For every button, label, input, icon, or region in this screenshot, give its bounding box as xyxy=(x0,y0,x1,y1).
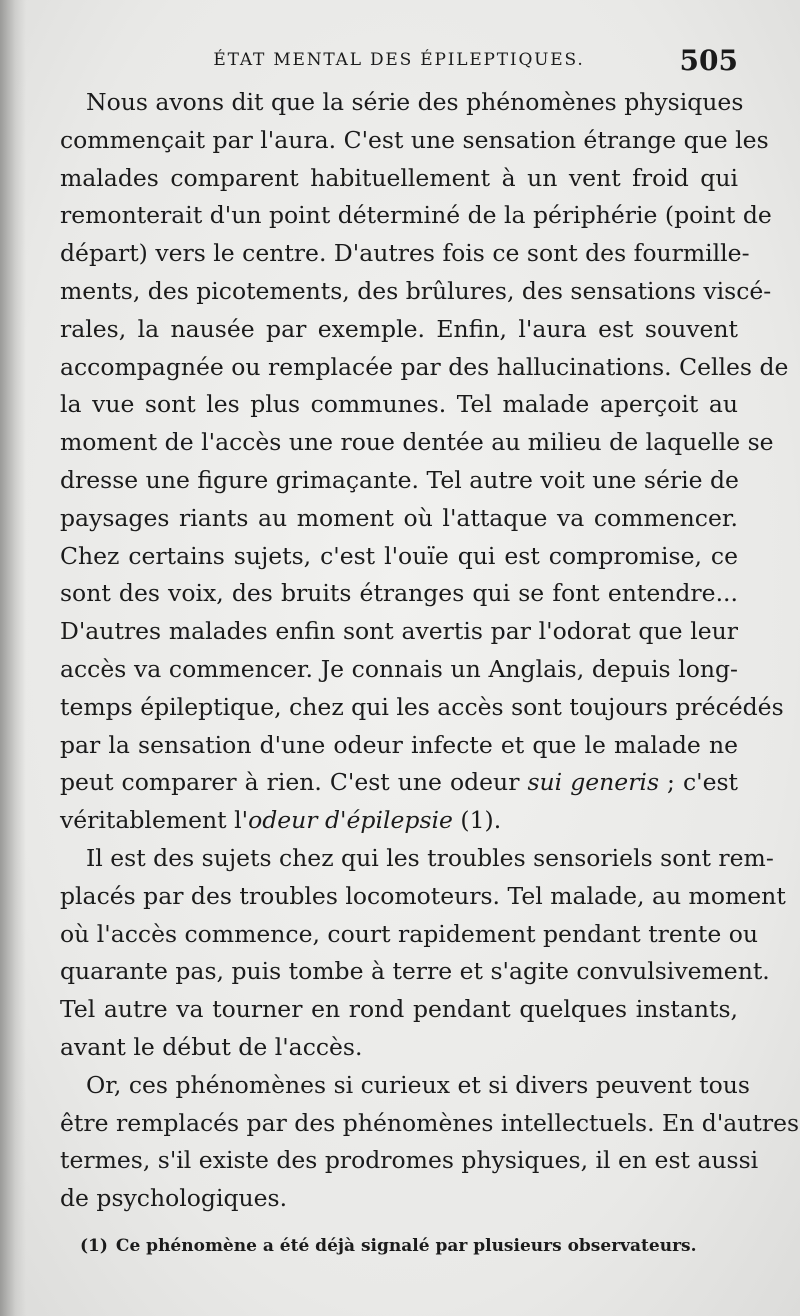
text-line: placés par des troubles locomoteurs. Tel malade, au moment xyxy=(60,881,786,910)
text-line: être remplacés par des phénomènes intellectuels. En d'autres xyxy=(60,1108,800,1137)
text-run: peut comparer à rien. C'est une odeur xyxy=(60,768,520,797)
text-line: de psychologiques. xyxy=(60,1184,288,1213)
footnote xyxy=(80,1236,730,1256)
footnote-mark: (1) xyxy=(80,1236,108,1256)
text-line: départ) vers le centre. D'autres fois ce sont des fourmille- xyxy=(60,239,750,268)
text-line: où l'accès commence, court rapidement pendant trente ou xyxy=(60,919,759,948)
text-line: moment de l'accès une roue dentée au milieu de laquelle se xyxy=(60,428,774,457)
italic-term: odeur d'épilepsie xyxy=(248,806,453,835)
paragraph-1 xyxy=(60,84,789,840)
text-line: Or, ces phénomènes si curieux et si divers peuvent tous xyxy=(86,1070,750,1099)
text-line-mixed xyxy=(60,764,738,802)
paragraph-2 xyxy=(60,840,786,1067)
text-line: accompagnée ou remplacée par des hallucinations. Celles de xyxy=(60,352,789,381)
text-line: Il est des sujets chez qui les troubles sensoriels sont rem- xyxy=(86,843,774,872)
footnote-text: Ce phénomène a été déjà signalé par plusieurs observateurs. xyxy=(115,1236,697,1256)
text-line: sont des voix, des bruits étranges qui se font entendre... xyxy=(60,579,738,608)
page-number: 505 xyxy=(679,44,738,77)
text-line: quarante pas, puis tombe à terre et s'agite convulsivement. xyxy=(60,957,770,986)
text-line: commençait par l'aura. C'est une sensation étrange que les xyxy=(60,125,769,154)
text-line: rales, la nausée par exemple. Enfin, l'aura est souvent xyxy=(60,314,738,343)
running-head: ÉTAT MENTAL DES ÉPILEPTIQUES. xyxy=(213,50,585,70)
text-line: temps épileptique, chez qui les accès sont toujours précédés xyxy=(60,692,784,721)
text-line: accès va commencer. Je connais un Anglais, depuis long- xyxy=(60,654,738,683)
italic-term: sui generis xyxy=(527,768,659,797)
text-line: dresse une figure grimaçante. Tel autre voit une série de xyxy=(60,465,739,494)
text-line: remonterait d'un point déterminé de la périphérie (point de xyxy=(60,201,772,230)
text-run: ; c'est xyxy=(667,768,738,797)
text-line: Chez certains sujets, c'est l'ouïe qui est compromise, ce xyxy=(60,541,738,570)
text-run: véritablement l' xyxy=(60,806,249,835)
text-line-mixed xyxy=(60,802,738,840)
text-line: par la sensation d'une odeur infecte et que le malade ne xyxy=(60,730,738,759)
footnote-ref: (1). xyxy=(460,806,502,835)
text-line: malades comparent habituellement à un vent froid qui xyxy=(60,163,738,192)
text-line: D'autres malades enfin sont avertis par l'odorat que leur xyxy=(60,617,738,646)
text-line: paysages riants au moment où l'attaque va commencer. xyxy=(60,503,738,532)
page-header xyxy=(60,44,738,78)
paragraph-3 xyxy=(60,1067,800,1218)
text-line: la vue sont les plus communes. Tel malade aperçoit au xyxy=(60,390,738,419)
body-text xyxy=(60,84,800,1218)
text-line: avant le début de l'accès. xyxy=(60,1032,363,1061)
page-edge-shadow xyxy=(0,0,26,1316)
text-line: termes, s'il existe des prodromes physiques, il en est aussi xyxy=(60,1146,759,1175)
text-line: ments, des picotements, des brûlures, des sensations viscé- xyxy=(60,276,772,305)
text-line: Tel autre va tourner en rond pendant quelques instants, xyxy=(60,995,738,1024)
text-line: Nous avons dit que la série des phénomènes physiques xyxy=(86,88,744,116)
